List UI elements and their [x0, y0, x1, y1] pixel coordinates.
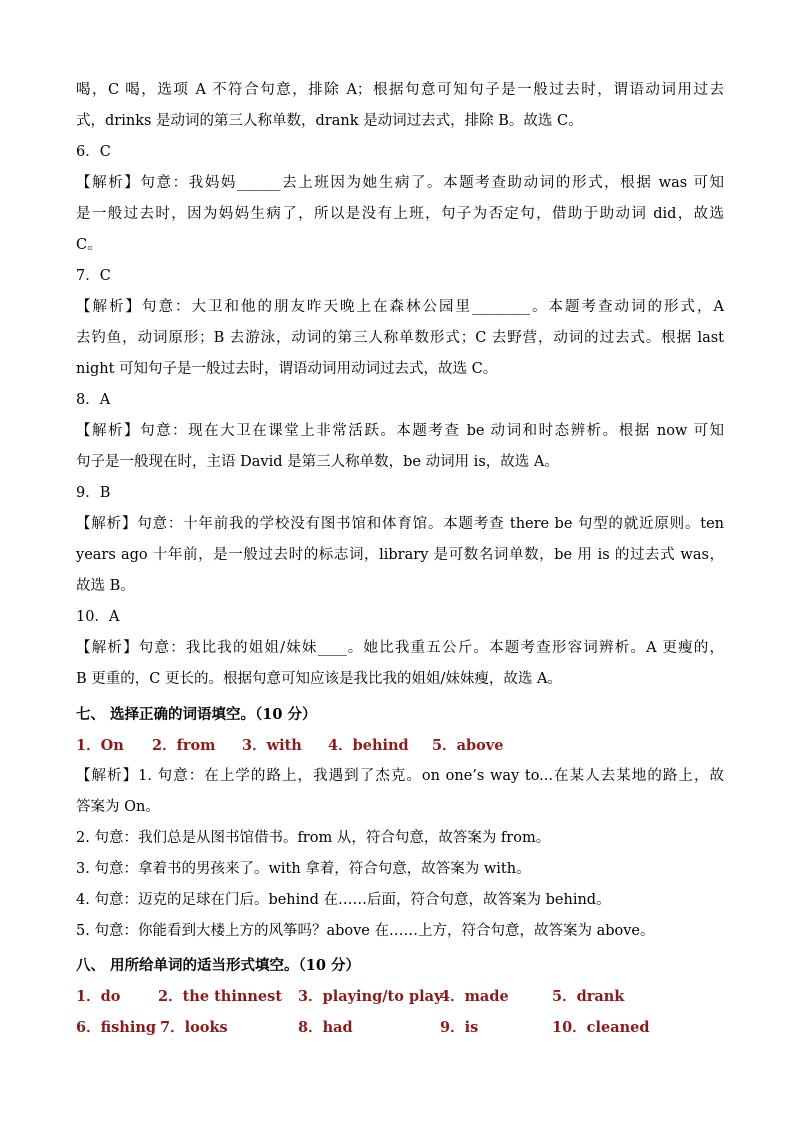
section-7-heading: 七、 选择正确的词语填空。（10 分） [76, 706, 317, 723]
question-number: 6．C [76, 144, 111, 160]
analysis-line: 【解析】句意：我妈妈______去上班因为她生病了。本题考查助动词的形式，根据 was 可知 [76, 175, 724, 191]
text-line: 2. 句意：我们总是从图书馆借书。from 从，符合句意，故答案为 from。 [76, 830, 551, 846]
text-line: 4. 句意：迈克的足球在门后。behind 在……后面，符合句意，故答案为 behind。 [76, 892, 611, 908]
answer-item: 3．with [242, 737, 302, 754]
text-line: B 更重的，C 更长的。根据句意可知应该是我比我的姐姐/妹妹瘦，故选 A。 [76, 671, 562, 687]
text-line: 5. 句意：你能看到大楼上方的风筝吗？above 在……上方，符合句意，故答案为 above。 [76, 923, 655, 939]
text-line: C。 [76, 237, 102, 253]
answer-item: 8．had [298, 1019, 353, 1036]
analysis-line: 【解析】句意：大卫和他的朋友昨天晚上在森林公园里________。本题考查动词的形式，A [76, 299, 724, 315]
text-line: 答案为 On。 [76, 799, 160, 815]
answer-item: 5．drank [552, 988, 625, 1005]
text-line: 3. 句意：拿着书的男孩来了。with 拿着，符合句意，故答案为 with。 [76, 861, 531, 877]
text-line: 是一般过去时，因为妈妈生病了，所以是没有上班，句子为否定句，借助于助动词 did，故选 [76, 206, 724, 222]
answer-item: 3．playing/to play [298, 988, 443, 1005]
answer-item: 7．looks [160, 1019, 228, 1036]
section-8-answers-row-2 [76, 1012, 726, 1043]
answer-item: 6．fishing [76, 1019, 157, 1036]
text-line: 去钓鱼，动词原形；B 去游泳，动词的第三人称单数形式；C 去野营，动词的过去式。根据 last [76, 330, 724, 346]
text-line: 故选 B。 [76, 578, 135, 594]
text-line: 式，drinks 是动词的第三人称单数，drank 是动词过去式，排除 B。故选 C。 [76, 113, 583, 129]
analysis-line: 【解析】句意：现在大卫在课堂上非常活跃。本题考查 be 动词和时态辨析。根据 now 可知 [76, 423, 724, 439]
question-number: 10．A [76, 609, 120, 625]
text-line: night 可知句子是一般过去时，谓语动词用动词过去式，故选 C。 [76, 361, 498, 377]
answer-item: 1．do [76, 988, 121, 1005]
answer-item: 9．is [440, 1019, 479, 1036]
answer-item: 4．made [440, 988, 509, 1005]
section-8-answers-row-1 [76, 981, 726, 1012]
question-number: 9．B [76, 485, 111, 501]
analysis-line: 【解析】句意：我比我的姐姐/妹妹____。她比我重五公斤。本题考查形容词辨析。A 更瘦的， [76, 640, 724, 656]
text-line: years ago 十年前，是一般过去时的标志词，library 是可数名词单数，be 用 is 的过去式 was， [76, 547, 724, 563]
section-8-heading: 八、 用所给单词的适当形式填空。（10 分） [76, 957, 361, 974]
answer-item: 5．above [432, 737, 504, 754]
text-line: 句子是一般现在时，主语 David 是第三人称单数，be 动词用 is，故选 A。 [76, 454, 559, 470]
question-number: 8．A [76, 392, 111, 408]
answer-item: 10．cleaned [552, 1019, 650, 1036]
question-number: 7．C [76, 268, 111, 284]
answer-item: 4．behind [328, 737, 409, 754]
text-line: 喝，C 喝，选项 A 不符合句意，排除 A；根据句意可知句子是一般过去时，谓语动词用过去 [76, 82, 724, 98]
answer-item: 2．from [152, 737, 216, 754]
answer-item: 2．the thinnest [158, 988, 283, 1005]
section-7-answers [76, 730, 726, 761]
analysis-line: 【解析】句意：十年前我的学校没有图书馆和体育馆。本题考查 there be 句型的就近原则。ten [76, 516, 724, 532]
analysis-line: 【解析】1. 句意：在上学的路上，我遇到了杰克。on one’s way to...在某人去某地的路上，故 [76, 768, 724, 784]
answer-item: 1．On [76, 737, 124, 754]
